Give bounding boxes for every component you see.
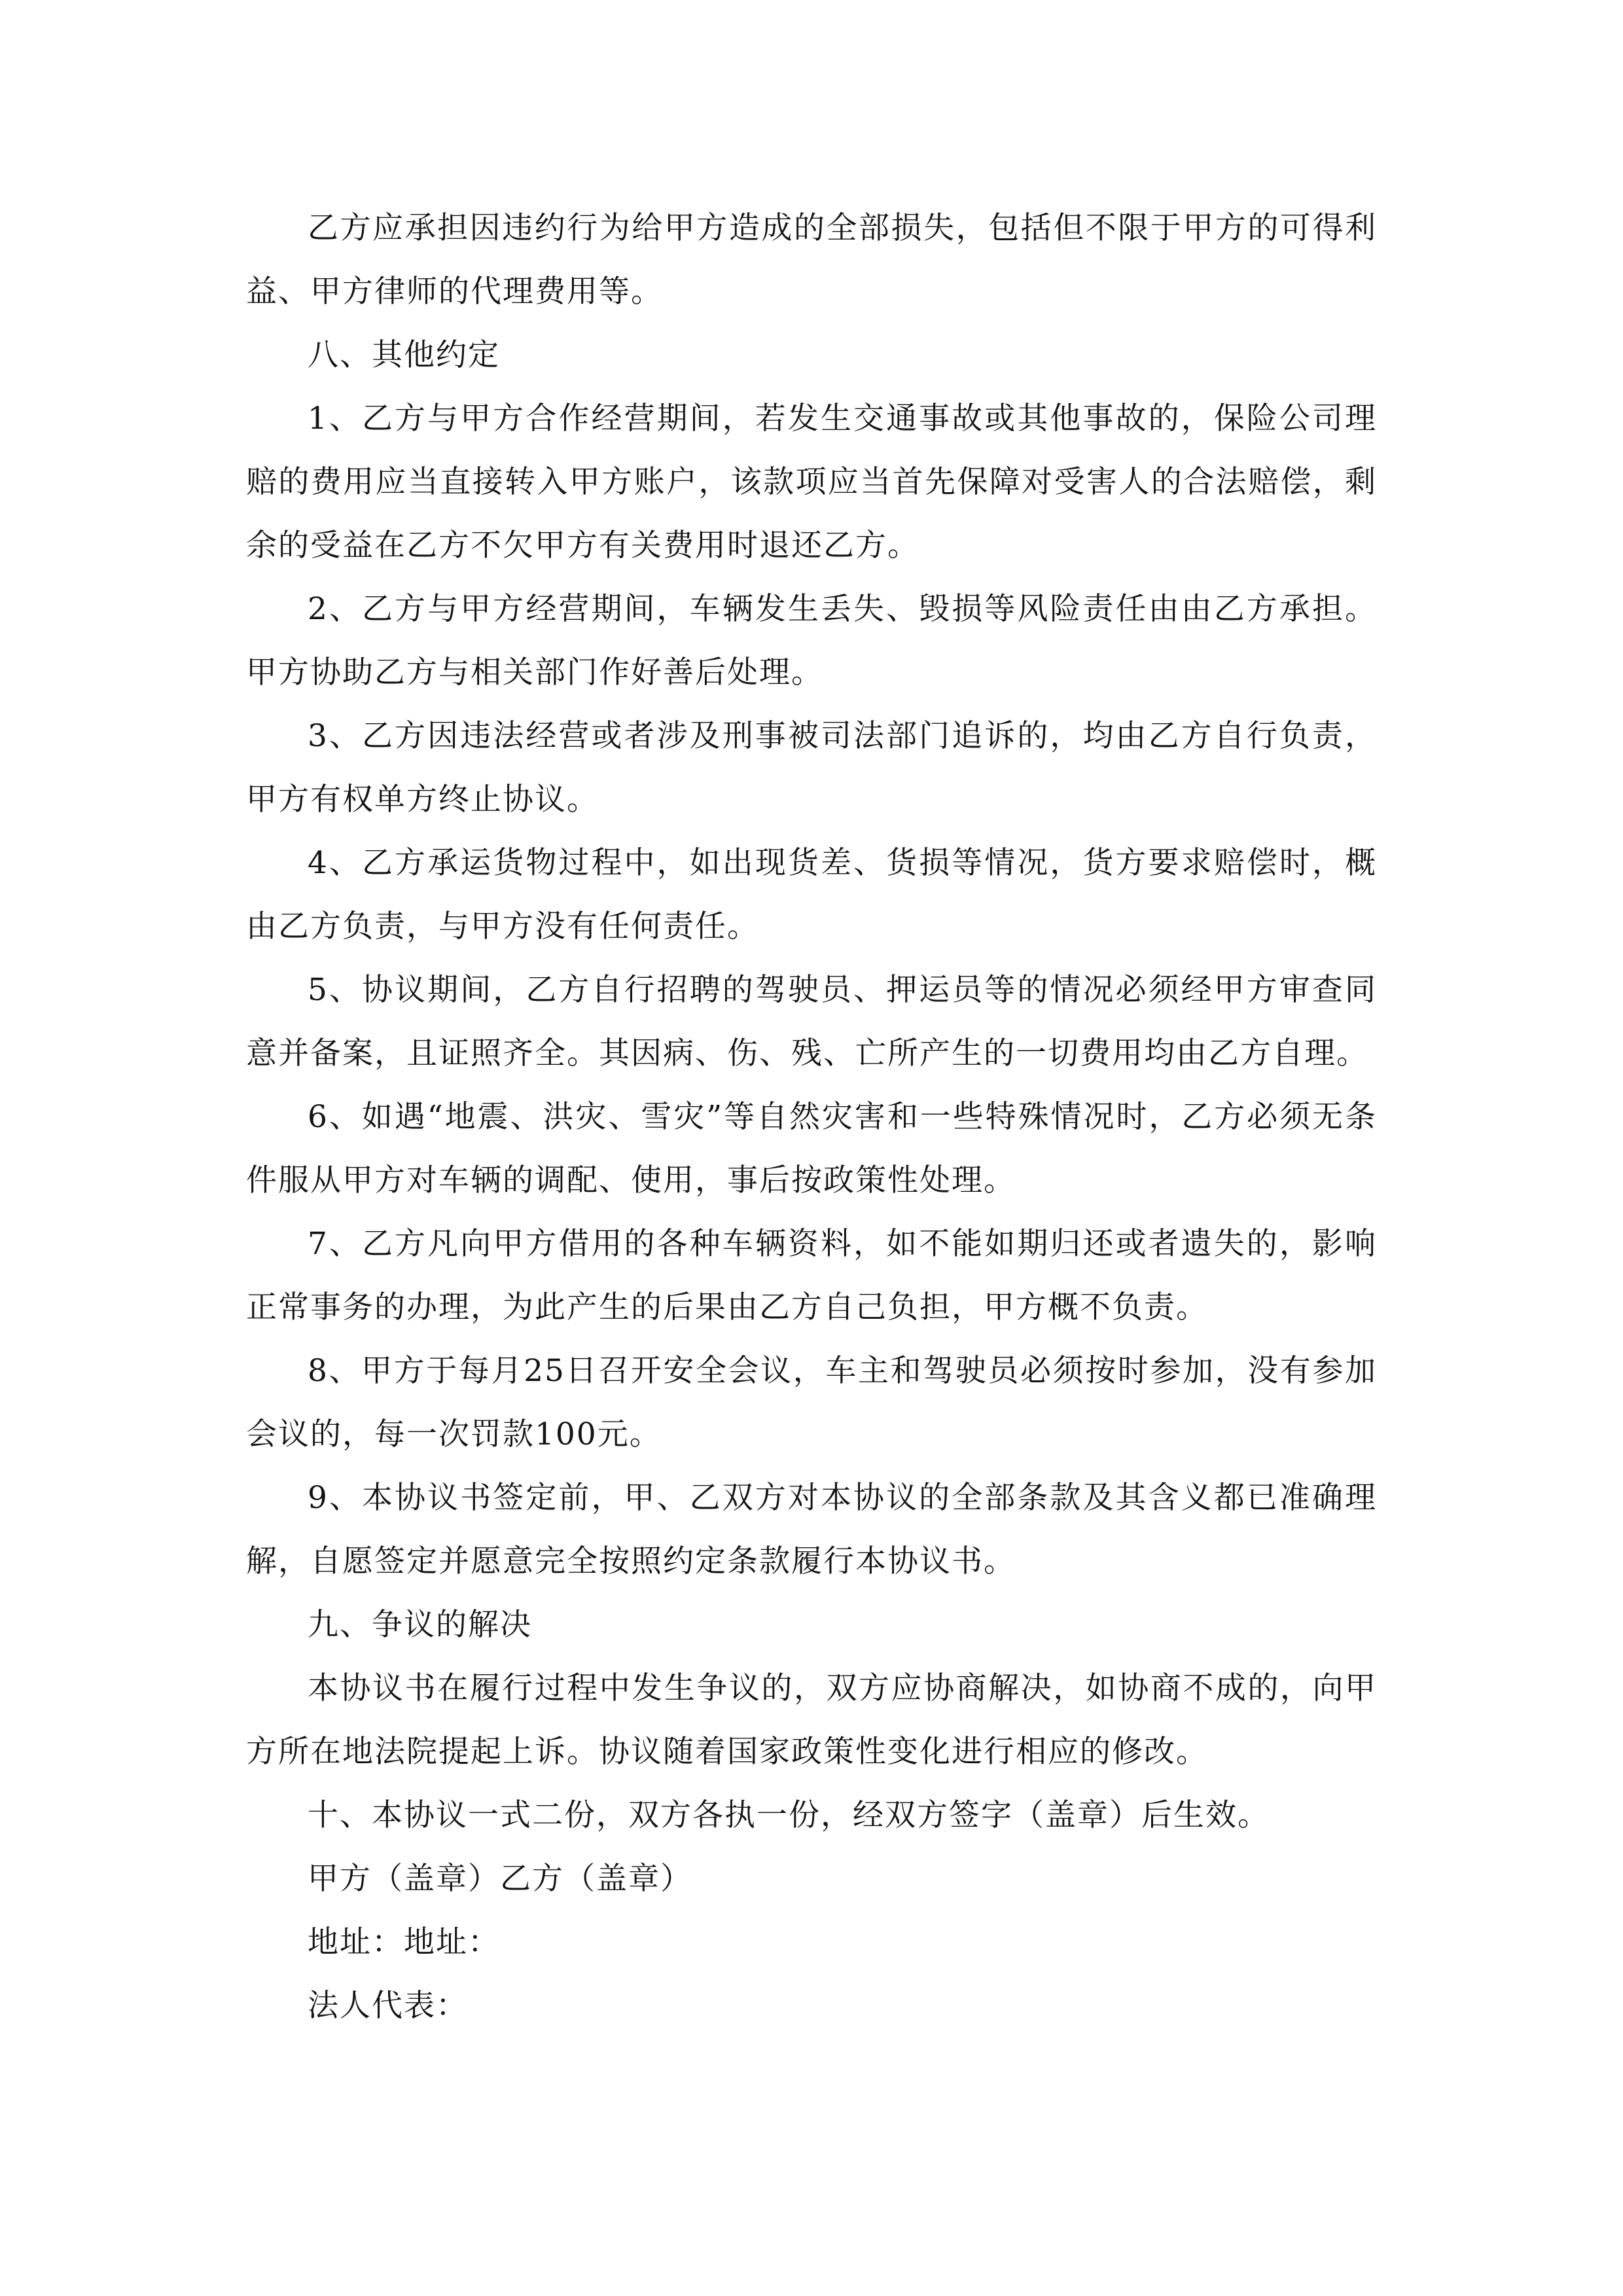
signature-address: 地址：地址： xyxy=(308,1924,500,1960)
signature-legal-representative: 法人代表： xyxy=(308,1988,468,2024)
section-heading-other-terms: 八、其他约定 xyxy=(308,337,500,373)
clause-3-illegal-operation: 3、乙方因违法经营或者涉及刑事被司法部门追诉的，均由乙方自行负责，甲方有权单方终止协议。 xyxy=(246,718,1377,817)
clause-4-cargo: 4、乙方承运货物过程中，如出现货差、货损等情况，货方要求赔偿时，概由乙方负责，与甲方没有任何责任。 xyxy=(246,845,1377,944)
signature-parties: 甲方（盖章）乙方（盖章） xyxy=(308,1861,692,1897)
clause-5-drivers: 5、协议期间，乙方自行招聘的驾驶员、押运员等的情况必须经甲方审查同意并备案，且证照齐全。其因病、伤、残、亡所产生的一切费用均由乙方自理。 xyxy=(246,972,1377,1071)
clause-8-safety-meeting: 8、甲方于每月25日召开安全会议，车主和驾驶员必须按时参加，没有参加会议的，每一次罚款100元。 xyxy=(246,1353,1377,1452)
clause-6-disasters: 6、如遇“地震、洪灾、雪灾”等自然灾害和一些特殊情况时，乙方必须无条件服从甲方对车辆的调配、使用，事后按政策性处理。 xyxy=(246,1099,1377,1198)
paragraph-dispute-resolution: 本协议书在履行过程中发生争议的，双方应协商解决，如协商不成的，向甲方所在地法院提起上诉。协议随着国家政策性变化进行相应的修改。 xyxy=(246,1670,1377,1770)
paragraph-liability: 乙方应承担因违约行为给甲方造成的全部损失，包括但不限于甲方的可得利益、甲方律师的代理费用等。 xyxy=(246,210,1377,310)
section-heading-disputes: 九、争议的解决 xyxy=(308,1607,532,1643)
clause-1-insurance: 1、乙方与甲方合作经营期间，若发生交通事故或其他事故的，保险公司理赔的费用应当直接转入甲方账户，该款项应当首先保障对受害人的合法赔偿，剩余的受益在乙方不欠甲方有关费用时退还乙方。 xyxy=(246,401,1377,564)
document-body xyxy=(246,196,1377,2037)
section-ten-copies: 十、本协议一式二份，双方各执一份，经双方签字（盖章）后生效。 xyxy=(308,1797,1270,1833)
clause-7-documents: 7、乙方凡向甲方借用的各种车辆资料，如不能如期归还或者遗失的，影响正常事务的办理，为此产生的后果由乙方自己负担，甲方概不负责。 xyxy=(246,1226,1377,1325)
clause-9-understanding: 9、本协议书签定前，甲、乙双方对本协议的全部条款及其含义都已准确理解，自愿签定并愿意完全按照约定条款履行本协议书。 xyxy=(246,1480,1377,1579)
clause-2-vehicle-risk: 2、乙方与甲方经营期间，车辆发生丢失、毁损等风险责任由由乙方承担。甲方协助乙方与相关部门作好善后处理。 xyxy=(246,591,1377,691)
